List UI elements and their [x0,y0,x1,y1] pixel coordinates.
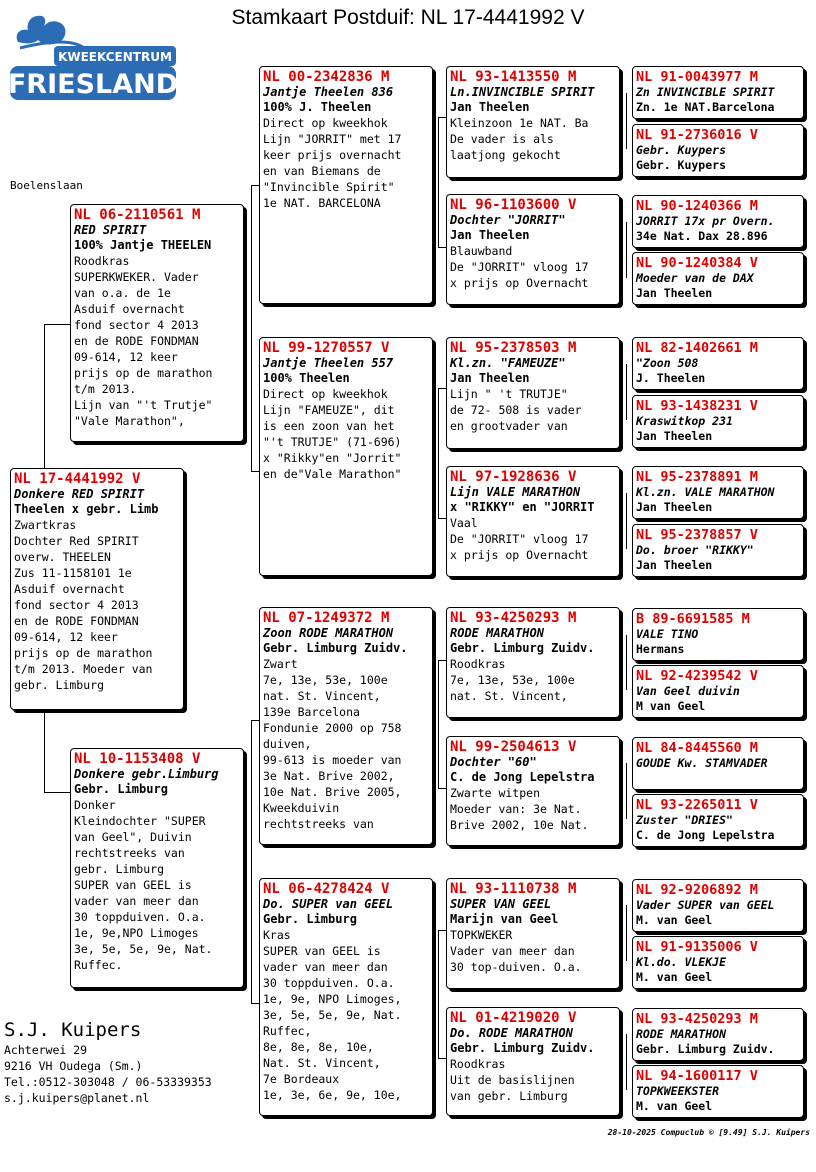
connector-line [251,720,252,1003]
pigeon-card-fmf[interactable] [446,337,620,449]
pigeon-notes: Blauwband De "JORRIT" vloog 17 x prijs op Overnacht [450,244,589,290]
connector-line [438,930,439,1058]
breeder: Gebr. Limburg Zuidv. [450,1041,595,1055]
ring-number: NL 93-1413550 M [450,69,577,85]
pigeon-notes: Donker Kleindochter "SUPER van Geel", Duivin rechtstreeks van gebr. Limburg SUPER van GEEL is vader van meer dan 30 toppduiven. O.a. 1e, 9e,NPO Limoges 3e, 5e, 5e, 9e, Nat. Ruffec. [74,798,213,972]
pigeon-name: Kraswitkop 231 [636,414,733,428]
connector-line [626,763,627,819]
ring-number: NL 93-4250293 M [636,1011,758,1027]
pigeon-card-mmmf[interactable] [632,1008,804,1061]
ring-number: NL 90-1240384 V [636,255,758,271]
breeder: Jan Theelen [636,429,713,443]
pigeon-name: Gebr. Kuypers [636,143,727,157]
pigeon-name: Do. broer "RIKKY" [636,543,754,557]
pigeon-card-fmm[interactable] [446,466,620,577]
pigeon-card-ffmf[interactable] [632,195,804,248]
pigeon-name: Kl.zn. "FAMEUZE" [450,356,566,370]
ring-number: NL 82-1402661 M [636,340,758,356]
connector-line [438,1058,446,1059]
pigeon-notes: Direct op kweekhok Lijn "FAMEUZE", dit is een zoon van het "'t TRUTJE" (71-696) x "Rikky"en "Jorrit" en de"Vale Marathon" [263,387,402,481]
pigeon-card-mff[interactable] [446,607,620,718]
pigeon-notes: Kleinzoon 1e NAT. Ba De vader is als laatjong gekocht [450,116,589,162]
connector-line [438,660,446,661]
pigeon-card-mmff[interactable] [632,879,804,932]
svg-text:KWEEKCENTRUM: KWEEKCENTRUM [58,50,172,64]
ring-number: NL 91-0043977 M [636,69,758,85]
connector-line [251,185,252,471]
pigeon-name: Do. SUPER van GEEL [263,897,394,911]
breeder: Gebr. Limburg Zuidv. [450,641,595,655]
owner-city: 9216 VH Oudega (Sm.) [4,1059,143,1073]
kweekcentrum-friesland-logo [8,14,180,102]
connector-line [626,635,627,690]
owner-address: Achterwei 29 [4,1043,88,1057]
breeder: Gebr. Limburg [74,782,168,796]
connector-line [438,117,439,247]
pigeon-card-mother[interactable] [70,748,244,988]
connector-line [626,493,627,549]
pigeon-name: RODE MARATHON [450,626,544,640]
pigeon-card-mfm[interactable] [446,736,620,846]
ring-number: NL 06-4278424 V [263,881,390,897]
connector-line [251,720,259,721]
pigeon-name: Do. RODE MARATHON [450,1026,573,1040]
connector-line [438,247,446,248]
ring-number: NL 91-2736016 V [636,127,758,143]
pigeon-name: JORRIT 17x pr Overn. [636,214,775,228]
svg-text:FRIESLAND: FRIESLAND [8,69,179,100]
pigeon-notes: Vaal De "JORRIT" vloog 17 x prijs op Overnacht [450,516,589,562]
pigeon-card-subject[interactable] [10,468,184,710]
pigeon-name: Ln.INVINCIBLE SPIRIT [450,85,595,99]
breeder: Gebr. Limburg [263,912,357,926]
pigeon-name: SUPER VAN GEEL [450,897,552,911]
ring-number: NL 00-2342836 M [263,69,390,85]
breeder: M van Geel [636,699,706,713]
owner-phone: Tel.:0512-303048 / 06-53339353 [4,1075,212,1089]
connector-line [626,222,627,278]
connector-line [626,93,627,149]
pigeon-name: Zn INVINCIBLE SPIRIT [636,85,775,99]
owner-name: S.J. Kuipers [4,1019,142,1041]
connector-line [438,930,446,931]
pigeon-card-mmmm[interactable] [632,1065,804,1118]
connector-line [44,792,70,793]
breeder: Jan Theelen [450,371,530,385]
pigeon-name: TOPKWEEKSTER [636,1084,720,1098]
pigeon-name: "Zoon 508 [636,356,699,370]
connector-line [626,364,627,420]
pigeon-card-fmff[interactable] [632,337,804,390]
page-title: Stamkaart Postduif: NL 17-4441992 V [231,6,585,29]
pigeon-name: Jantje Theelen 557 [263,356,394,370]
pigeon-card-fff[interactable] [446,66,620,178]
ring-number: B 89-6691585 M [636,611,750,627]
connector-line [438,518,446,519]
pigeon-card-mf[interactable] [259,607,433,845]
pigeon-card-fmfm[interactable] [632,395,804,448]
pigeon-notes: Lijn " 't TRUTJE" de 72- 508 is vader en grootvader van [450,387,582,433]
connector-line [44,324,45,469]
pigeon-notes: Direct op kweekhok Lijn "JORRIT" met 17 keer prijs overnacht en van Biemans de "Invincible Spirit" 1e NAT. BARCELONA [263,116,402,210]
pigeon-name: Dochter "JORRIT" [450,213,566,227]
connector-line [626,1034,627,1090]
breeder: Hermans [636,642,685,656]
ring-number: NL 92-9206892 M [636,882,758,898]
pigeon-notes: Zwartkras Dochter Red SPIRIT overw. THEELEN Zus 11-1158101 1e Asduif overnacht fond sector 4 2013 en de RODE FONDMAN 09-614, 12 keer prijs op de marathon t/m 2013. Moeder van gebr. Limburg [14,518,153,692]
owner-info [4,1018,212,1106]
breeder: M. van Geel [636,970,713,984]
breeder: 34e Nat. Dax 28.896 [636,229,768,243]
breeder: C. de Jong Lepelstra [636,828,775,842]
pigeon-notes: TOPKWEKER Vader van meer dan 30 top-duiven. O.a. [450,928,582,974]
ring-number: NL 01-4219020 V [450,1010,577,1026]
breeder: 100% Theelen [263,371,350,385]
pigeon-name: GOUDE Kw. STAMVADER [636,756,768,770]
pigeon-notes: Roodkras 7e, 13e, 53e, 100e nat. St. Vincent, [450,657,575,703]
connector-line [438,788,446,789]
pigeon-card-fffm[interactable] [632,124,804,177]
breeder: Jan Theelen [636,500,713,514]
pigeon-card-mffm[interactable] [632,665,804,718]
breeder: 100% Jantje THEELEN [74,238,212,252]
pigeon-name: Van Geel duivin [636,684,740,698]
ring-number: NL 91-9135006 V [636,939,758,955]
ring-number: NL 07-1249372 M [263,610,390,626]
breeder: 100% J. Theelen [263,100,372,114]
pigeon-card-fm[interactable] [259,337,433,576]
breeder: M. van Geel [636,1099,713,1113]
pigeon-card-mfff[interactable] [632,608,804,661]
ring-number: NL 95-2378891 M [636,469,758,485]
ring-number: NL 06-2110561 M [74,207,201,223]
ring-number: NL 99-2504613 V [450,739,577,755]
connector-line [438,660,439,788]
breeder: Marijn van Geel [450,912,559,926]
ring-number: NL 96-1103600 V [450,197,577,213]
ring-number: NL 94-1600117 V [636,1068,758,1084]
connector-line [44,324,70,325]
connector-line [438,388,446,389]
connector-line [251,471,259,472]
pigeon-card-mfmm[interactable] [632,794,804,847]
breeder: J. Theelen [636,371,706,385]
breeder: Jan Theelen [450,100,530,114]
ring-number: NL 99-1270557 V [263,340,390,356]
owner-email[interactable]: s.j.kuipers@planet.nl [4,1091,150,1105]
pigeon-card-mm[interactable] [259,878,433,1116]
ring-number: NL 17-4441992 V [14,471,141,487]
breeder: Jan Theelen [636,286,713,300]
pigeon-name: Donkere RED SPIRIT [14,487,145,501]
pigeon-notes: Zwarte witpen Moeder van: 3e Nat. Brive 2002, 10e Nat. [450,786,589,832]
ring-number: NL 93-4250293 M [450,610,577,626]
connector-line [626,905,627,961]
ring-number: NL 97-1928636 V [450,469,577,485]
pigeon-card-fmmm[interactable] [632,524,804,577]
breeder: C. de Jong Lepelstra [450,770,595,784]
pigeon-card-father[interactable] [70,204,244,442]
ring-number: NL 10-1153408 V [74,751,201,767]
connector-line [438,388,439,518]
connector-line [44,710,45,792]
pigeon-card-mmm[interactable] [446,1007,620,1116]
connector-line [438,117,446,118]
pigeon-notes: Zwart 7e, 13e, 53e, 100e nat. St. Vincent, 139e Barcelona Fondunie 2000 op 758 duiven, 99-613 is moeder van 3e Nat. Brive 2002, 10e Nat. Brive 2005, Kweekduivin rechtstreeks van [263,657,402,831]
pigeon-name: RODE MARATHON [636,1027,727,1041]
ring-number: NL 93-2265011 V [636,797,758,813]
pigeon-name: Kl.do. VLEKJE [636,955,727,969]
breeder: Theelen x gebr. Limb [14,502,159,516]
ring-number: NL 84-8445560 M [636,740,758,756]
ring-number: NL 90-1240366 M [636,198,758,214]
breeder: Zn. 1e NAT.Barcelona [636,100,775,114]
breeder: Jan Theelen [636,558,713,572]
pigeon-name: Vader SUPER van GEEL [636,898,775,912]
pigeon-card-mmf[interactable] [446,878,620,989]
pigeon-name: Jantje Theelen 836 [263,85,394,99]
pigeon-notes: Roodkras SUPERKWEKER. Vader van o.a. de 1e Asduif overnacht fond sector 4 2013 en de RODE FONDMAN 09-614, 12 keer prijs op de marathon t/m 2013. Lijn van "'t Trutje" "Vale Marathon", [74,254,213,428]
breeder: Gebr. Kuypers [636,158,727,172]
breeder: x "RIKKY" en "JORRIT [450,500,595,514]
pigeon-name: VALE TINO [636,627,699,641]
pigeon-name: Donkere gebr.Limburg [74,767,219,781]
ring-number: NL 95-2378503 M [450,340,577,356]
breeder: Gebr. Limburg Zuidv. [263,641,408,655]
pigeon-name: Kl.zn. VALE MARATHON [636,485,775,499]
pigeon-notes: Kras SUPER van GEEL is vader van meer dan 30 toppduiven. O.a. 1e, 9e, NPO Limoges, 3e, 5e, 5e, 9e, Nat. Ruffec, 8e, 8e, 8e, 10e, Nat. St. Vincent, 7e Bordeaux 1e, 3e, 6e, 9e, 10e, [263,928,402,1102]
pigeon-card-fmmf[interactable] [632,466,804,519]
pigeon-name: RED SPIRIT [74,223,147,237]
pigeon-name: Dochter "60" [450,755,537,769]
breeder: M. van Geel [636,913,713,927]
pigeon-name: Lijn VALE MARATHON [450,485,581,499]
pigeon-name: Zuster "DRIES" [636,813,733,827]
ring-number: NL 95-2378857 V [636,527,758,543]
ring-number: NL 93-1110738 M [450,881,577,897]
footer-credits: 28-10-2025 Compuclub © [9.49] S.J. Kuipers [607,1128,810,1137]
pigeon-name: Zoon RODE MARATHON [263,626,394,640]
pigeon-card-ffff[interactable] [632,66,804,119]
pigeon-name: Moeder van de DAX [636,271,754,285]
pigeon-card-ffmm[interactable] [632,252,804,305]
connector-line [251,185,259,186]
pigeon-notes: Roodkras Uit de basislijnen van gebr. Limburg [450,1057,575,1103]
pigeon-card-mmfm[interactable] [632,936,804,989]
breeder: Gebr. Limburg Zuidv. [636,1042,775,1056]
breeder: Jan Theelen [450,228,530,242]
pigeon-card-mfmf[interactable] [632,737,804,790]
pigeon-card-ff[interactable] [259,66,433,304]
pigeon-card-ffm[interactable] [446,194,620,305]
ring-number: NL 92-4239542 V [636,668,758,684]
connector-line [251,1003,259,1004]
loft-name: Boelenslaan [10,179,83,192]
ring-number: NL 93-1438231 V [636,398,758,414]
